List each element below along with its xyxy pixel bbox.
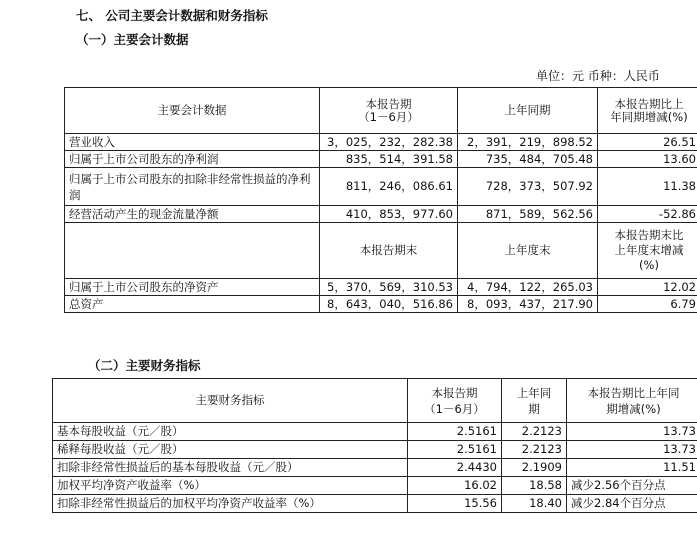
header-cell: 本报告期比上年同 期增减(%) bbox=[567, 379, 697, 423]
table-header-row bbox=[65, 88, 697, 134]
value-cell: 835，514，391.58 bbox=[320, 151, 458, 168]
table-row bbox=[65, 168, 697, 206]
value-cell: 3，025，232，282.38 bbox=[320, 134, 458, 151]
subsection-heading-accounting-data: （一）主要会计数据 bbox=[76, 32, 189, 47]
row-label: 加权平均净资产收益率（%） bbox=[53, 477, 408, 495]
table-subheader-row bbox=[65, 223, 697, 279]
value-cell: 11.51 bbox=[567, 459, 697, 477]
header-cell: 主要会计数据 bbox=[65, 88, 320, 134]
section-heading: 七、 公司主要会计数据和财务指标 bbox=[76, 8, 268, 23]
value-cell: 2.5161 bbox=[408, 441, 502, 459]
value-cell: 13.73 bbox=[567, 423, 697, 441]
value-cell: -52.86 bbox=[598, 206, 697, 223]
table-row bbox=[53, 477, 697, 495]
value-cell: 5，370，569，310.53 bbox=[320, 279, 458, 296]
table-row bbox=[65, 134, 697, 151]
value-cell: 15.56 bbox=[408, 495, 502, 513]
row-label: 稀释每股收益（元／股） bbox=[53, 441, 408, 459]
value-cell: 6.79 bbox=[598, 296, 697, 313]
value-cell: 8，093，437，217.90 bbox=[458, 296, 598, 313]
value-cell: 26.51 bbox=[598, 134, 697, 151]
value-cell: 13.60 bbox=[598, 151, 697, 168]
table-row bbox=[65, 206, 697, 223]
value-cell: 728，373，507.92 bbox=[458, 168, 598, 206]
value-cell: 8，643，040，516.86 bbox=[320, 296, 458, 313]
value-cell: 811，246，086.61 bbox=[320, 168, 458, 206]
value-cell: 735，484，705.48 bbox=[458, 151, 598, 168]
table-row bbox=[53, 495, 697, 513]
currency-unit-note: 单位：元 币种：人民币 bbox=[536, 69, 660, 83]
value-cell: 18.58 bbox=[502, 477, 567, 495]
row-label: 扣除非经常性损益后的基本每股收益（元／股） bbox=[53, 459, 408, 477]
row-label: 总资产 bbox=[65, 296, 320, 313]
value-cell: 2.1909 bbox=[502, 459, 567, 477]
subsection-heading-financial-indicators: （二）主要财务指标 bbox=[88, 358, 201, 373]
value-cell: 减少2.84个百分点 bbox=[567, 495, 697, 513]
value-cell: 16.02 bbox=[408, 477, 502, 495]
header-cell: 上年同期 bbox=[458, 88, 598, 134]
value-cell: 2.2123 bbox=[502, 423, 567, 441]
row-label: 归属于上市公司股东的净利润 bbox=[65, 151, 320, 168]
table-row bbox=[53, 441, 697, 459]
value-cell: 2.5161 bbox=[408, 423, 502, 441]
header-cell: 上年度末 bbox=[458, 223, 598, 279]
row-label: 归属于上市公司股东的净资产 bbox=[65, 279, 320, 296]
value-cell: 减少2.56个百分点 bbox=[567, 477, 697, 495]
table-row bbox=[65, 296, 697, 313]
header-cell: 本报告期比上 年同期增减(%) bbox=[598, 88, 697, 134]
table-row bbox=[65, 151, 697, 168]
value-cell: 2，391，219，898.52 bbox=[458, 134, 598, 151]
table-row bbox=[65, 279, 697, 296]
blank-cell bbox=[65, 223, 320, 279]
value-cell: 871，589，562.56 bbox=[458, 206, 598, 223]
value-cell: 11.38 bbox=[598, 168, 697, 206]
accounting-data-table bbox=[64, 87, 697, 313]
value-cell: 2.4430 bbox=[408, 459, 502, 477]
row-label: 归属于上市公司股东的扣除非经常性损益的净利润 bbox=[65, 168, 320, 206]
header-cell: 本报告期末 bbox=[320, 223, 458, 279]
value-cell: 410，853，977.60 bbox=[320, 206, 458, 223]
header-cell: 本报告期 （1－6月） bbox=[408, 379, 502, 423]
value-cell: 2.2123 bbox=[502, 441, 567, 459]
value-cell: 18.40 bbox=[502, 495, 567, 513]
value-cell: 13.73 bbox=[567, 441, 697, 459]
value-cell: 4，794，122，265.03 bbox=[458, 279, 598, 296]
row-label: 基本每股收益（元／股） bbox=[53, 423, 408, 441]
row-label: 经营活动产生的现金流量净额 bbox=[65, 206, 320, 223]
header-cell: 主要财务指标 bbox=[53, 379, 408, 423]
table-row bbox=[53, 459, 697, 477]
value-cell: 12.02 bbox=[598, 279, 697, 296]
row-label: 营业收入 bbox=[65, 134, 320, 151]
row-label: 扣除非经常性损益后的加权平均净资产收益率（%） bbox=[53, 495, 408, 513]
table-header-row bbox=[53, 379, 697, 423]
financial-indicators-table bbox=[52, 378, 697, 513]
table-row bbox=[53, 423, 697, 441]
header-cell: 本报告期末比 上年度末增减 (%) bbox=[598, 223, 697, 279]
header-cell: 上年同 期 bbox=[502, 379, 567, 423]
header-cell: 本报告期 （1－6月） bbox=[320, 88, 458, 134]
